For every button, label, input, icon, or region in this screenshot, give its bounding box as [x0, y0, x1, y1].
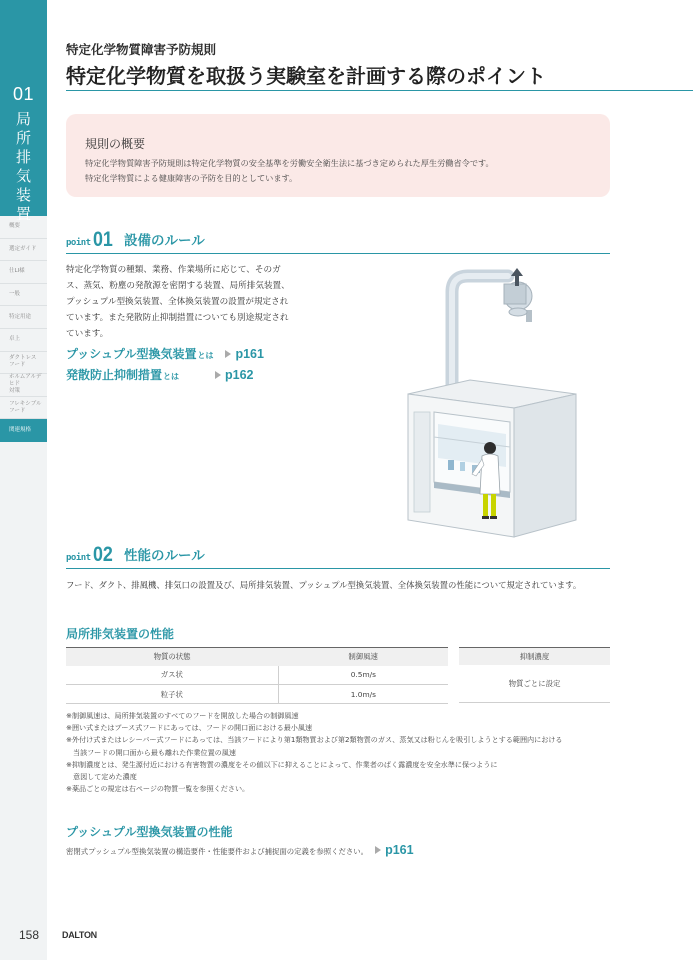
ref-page-link[interactable]: p161 — [385, 843, 414, 857]
chapter-title-char: 気 — [15, 167, 31, 185]
chapter-title-char: 装 — [15, 186, 31, 204]
pushpull-heading: プッシュプル型換気装置の性能 — [66, 825, 233, 839]
chapter-tab — [0, 0, 47, 223]
point-02-body: フード、ダクト、排風機、排気口の設置及び、局所排気装置、プッシュプル型換気装置、全体換気装置の性能について規定されています。 — [66, 580, 582, 590]
brand-logo: DALTON — [62, 930, 97, 940]
table-header: 制御風速 — [278, 648, 448, 666]
note-line: ※外付け式またはレシーバー式フードにあっては、当該フードにより第1類物質および第2類物質のガス、蒸気又は粉じんを吸引しようとする範囲内における — [66, 735, 563, 745]
pushpull-ref[interactable] — [66, 843, 414, 857]
note-line: ※薬品ごとの規定は右ページの物質一覧を参照ください。 — [66, 784, 250, 794]
overview-line: 特定化学物質障害予防規則は特定化学物質の安全基準を労働安全衛生法に基づき定められた厚生労働省令です。 — [85, 158, 494, 168]
sidebar-nav-label: フレキシブル フード — [9, 400, 42, 414]
sidebar-nav-label: 概要 — [9, 223, 21, 230]
ref-suffix: とは — [163, 372, 180, 381]
sidebar-nav-item[interactable] — [0, 261, 47, 284]
table-cell: 粒子状 — [66, 685, 278, 704]
sidebar-nav-label: ダクトレス フード — [9, 355, 37, 369]
ref-label: プッシュプル型換気装置 — [66, 347, 197, 361]
table-cell: 0.5m/s — [278, 666, 448, 685]
sidebar-nav-item[interactable] — [0, 419, 47, 442]
table-row — [66, 666, 448, 685]
sidebar-nav-item[interactable] — [0, 216, 47, 239]
local-exhaust-heading: 局所排気装置の性能 — [66, 627, 175, 641]
sidebar — [0, 0, 47, 960]
note-line: 当該フードの開口面から最も離れた作業位置の風速 — [73, 747, 236, 757]
table-header: 抑制濃度 — [459, 647, 610, 665]
sidebar-nav-label: 選定ガイド — [9, 245, 37, 252]
chapter-nav — [0, 216, 47, 442]
chapter-title-char: 排 — [15, 148, 31, 166]
fume-hood-illustration — [400, 262, 580, 547]
sidebar-nav-item[interactable] — [0, 397, 47, 420]
performance-table — [66, 647, 448, 704]
sidebar-nav-label: 特定用途 — [9, 313, 32, 320]
chapter-number: 01 — [12, 84, 35, 104]
sidebar-nav-item[interactable] — [0, 329, 47, 352]
overview-line: 特定化学物質による健康障害の予防を目的としています。 — [85, 173, 298, 183]
chapter-title-char: 局 — [15, 110, 31, 128]
sidebar-nav-item[interactable] — [0, 284, 47, 307]
chapter-title-char: 置 — [15, 205, 31, 223]
table-cell: ガス状 — [66, 666, 278, 685]
page-number: 158 — [19, 928, 40, 942]
triangle-right-icon — [225, 350, 231, 358]
point-01-body: 特定化学物質の種類、業務、作業場所に応じて、そのガス、蒸気、粉塵の発散源を密閉する装置、局所排気装置、プッシュプル型換気装置、全体換気装置の設置が規定されています。また発散防止抑制措置についても別途規定されています。 — [66, 265, 290, 340]
notes-list — [66, 710, 626, 795]
sidebar-nav-item[interactable] — [0, 374, 47, 397]
point-title: 性能のルール — [124, 548, 205, 564]
point-title: 設備のルール — [124, 233, 205, 249]
page-title: 特定化学物質を取扱う実験室を計画する際のポイント — [66, 64, 546, 88]
table-row — [66, 685, 448, 704]
sidebar-nav-item[interactable] — [0, 306, 47, 329]
point-number: 01 — [93, 228, 113, 251]
point-02-header — [66, 543, 610, 569]
note-line: ※抑制濃度とは、発生源付近における有害物質の濃度をその値以下に抑えることによって、作業者のばく露濃度を安全水準に保つように — [66, 759, 498, 769]
page-kicker: 特定化学物質障害予防規則 — [66, 42, 217, 57]
sidebar-nav-label: 一般 — [9, 291, 21, 298]
ref-emission-control[interactable] — [66, 366, 254, 383]
suppression-table — [459, 647, 610, 703]
table-cell: 1.0m/s — [278, 685, 448, 704]
exhaust-fan — [504, 282, 532, 322]
sidebar-nav-label: 仕LI様 — [9, 268, 25, 275]
note-line: ※囲い式またはブース式フードにあっては、フードの開口面における最小風速 — [66, 723, 313, 733]
ref-page-link[interactable]: p162 — [225, 368, 254, 382]
point-word: point — [66, 238, 91, 248]
sidebar-nav-label: 関連規格 — [9, 426, 32, 433]
overview-heading: 規則の概要 — [85, 137, 146, 151]
sidebar-nav-label: ホルムアルデヒド 対策 — [9, 374, 42, 395]
ref-suffix: とは — [197, 351, 214, 360]
pushpull-text: 密閉式プッシュプル型換気装置の構造要件・性能要件および捕捉面の定義を参照ください。 — [66, 847, 369, 856]
overview-box — [66, 114, 610, 197]
ref-label: 発散防止抑制措置 — [66, 368, 163, 382]
note-line: ※制御風速は、局所排気装置のすべてのフードを開放した場合の制御風速 — [66, 711, 299, 720]
chapter-title-char: 所 — [15, 129, 31, 147]
triangle-right-icon — [375, 846, 381, 854]
title-divider — [66, 90, 693, 91]
sidebar-nav-item[interactable] — [0, 352, 47, 375]
ref-pushpull[interactable] — [66, 345, 264, 362]
chapter-title — [0, 110, 47, 224]
point-number: 02 — [93, 543, 113, 566]
sidebar-nav-item[interactable] — [0, 239, 47, 262]
point-01-header — [66, 228, 610, 254]
table-header: 物質の状態 — [66, 648, 278, 666]
triangle-right-icon — [215, 371, 221, 379]
sidebar-nav-label: 卓上 — [9, 336, 21, 343]
ref-page-link[interactable]: p161 — [235, 347, 264, 361]
table-cell: 物質ごとに設定 — [459, 665, 610, 703]
note-line: 意図して定めた濃度 — [73, 772, 137, 782]
point-word: point — [66, 553, 91, 563]
